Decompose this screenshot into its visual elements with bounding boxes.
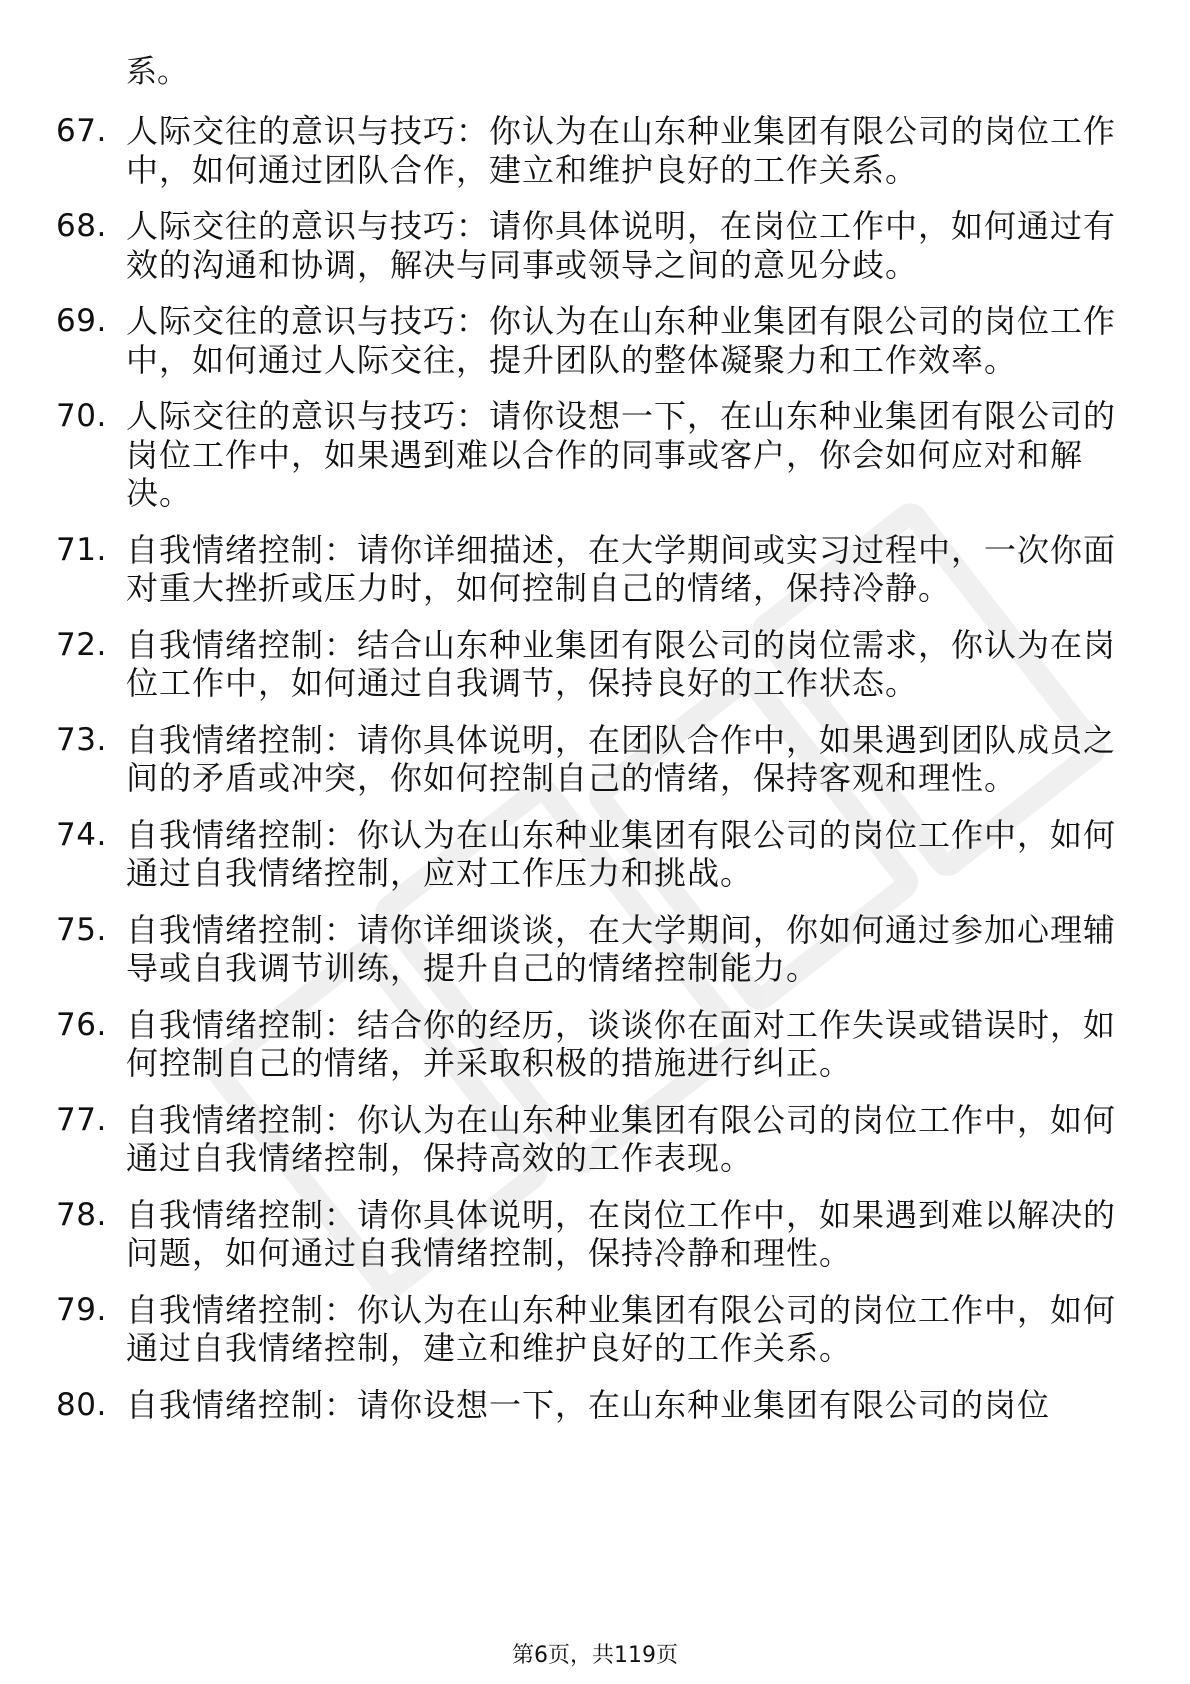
question-item xyxy=(56,207,1116,284)
question-text: 自我情绪控制：请你设想一下，在山东种业集团有限公司的岗位 xyxy=(126,1385,1051,1424)
question-text: 自我情绪控制：你认为在山东种业集团有限公司的岗位工作中，如何通过自我情绪控制，保持高效的工作表现。 xyxy=(126,1100,1117,1177)
question-text: 自我情绪控制：请你详细描述，在大学期间或实习过程中，一次你面对重大挫折或压力时，如何控制自己的情绪，保持冷静。 xyxy=(126,530,1117,607)
question-item xyxy=(56,1101,1116,1178)
question-text: 人际交往的意识与技巧：请你具体说明，在岗位工作中，如何通过有效的沟通和协调，解决与同事或领导之间的意见分歧。 xyxy=(126,207,1117,284)
question-item xyxy=(56,397,1116,513)
question-text: 自我情绪控制：结合山东种业集团有限公司的岗位需求，你认为在岗位工作中，如何通过自我调节，保持良好的工作状态。 xyxy=(126,625,1117,702)
question-list xyxy=(56,112,1116,1442)
question-number: 72. xyxy=(56,626,107,663)
question-text: 人际交往的意识与技巧：你认为在山东种业集团有限公司的岗位工作中，如何通过人际交往，提升团队的整体凝聚力和工作效率。 xyxy=(126,302,1117,379)
question-text: 自我情绪控制：结合你的经历，谈谈你在面对工作失误或错误时，如何控制自己的情绪，并采取积极的措施进行纠正。 xyxy=(126,1005,1117,1082)
question-item xyxy=(56,626,1116,703)
question-number: 80. xyxy=(56,1386,107,1423)
question-text: 自我情绪控制：你认为在山东种业集团有限公司的岗位工作中，如何通过自我情绪控制，建立和维护良好的工作关系。 xyxy=(126,1290,1117,1367)
question-item xyxy=(56,531,1116,608)
question-number: 78. xyxy=(56,1196,107,1233)
question-item xyxy=(56,1386,1116,1425)
question-number: 71. xyxy=(56,531,107,568)
question-number: 77. xyxy=(56,1101,107,1138)
question-text: 自我情绪控制：请你具体说明，在岗位工作中，如果遇到难以解决的问题，如何通过自我情绪控制，保持冷静和理性。 xyxy=(126,1195,1117,1272)
question-item xyxy=(56,816,1116,893)
question-item xyxy=(56,1291,1116,1368)
page-footer: 第6页，共119页 xyxy=(512,1643,678,1668)
question-number: 76. xyxy=(56,1006,107,1043)
question-item xyxy=(56,1006,1116,1083)
question-item xyxy=(56,1196,1116,1273)
question-text: 自我情绪控制：请你详细谈谈，在大学期间，你如何通过参加心理辅导或自我调节训练，提升自己的情绪控制能力。 xyxy=(126,910,1117,987)
question-number: 70. xyxy=(56,398,107,434)
question-number: 68. xyxy=(56,208,107,244)
question-number: 73. xyxy=(56,721,107,758)
question-item xyxy=(56,302,1116,379)
question-item xyxy=(56,112,1116,189)
question-text: 自我情绪控制：请你具体说明，在团队合作中，如果遇到团队成员之间的矛盾或冲突，你如何控制自己的情绪，保持客观和理性。 xyxy=(126,720,1117,797)
question-number: 69. xyxy=(56,303,107,339)
question-text: 自我情绪控制：你认为在山东种业集团有限公司的岗位工作中，如何通过自我情绪控制，应对工作压力和挑战。 xyxy=(126,815,1117,892)
question-number: 74. xyxy=(56,816,107,853)
question-number: 67. xyxy=(56,113,107,149)
question-item xyxy=(56,911,1116,988)
question-text: 人际交往的意识与技巧：请你设想一下，在山东种业集团有限公司的岗位工作中，如果遇到难以合作的同事或客户，你会如何应对和解决。 xyxy=(126,397,1117,512)
continued-text: 系。 xyxy=(126,54,188,90)
question-number: 75. xyxy=(56,911,107,948)
question-item xyxy=(56,721,1116,798)
question-number: 79. xyxy=(56,1291,107,1328)
question-text: 人际交往的意识与技巧：你认为在山东种业集团有限公司的岗位工作中，如何通过团队合作，建立和维护良好的工作关系。 xyxy=(126,112,1117,189)
